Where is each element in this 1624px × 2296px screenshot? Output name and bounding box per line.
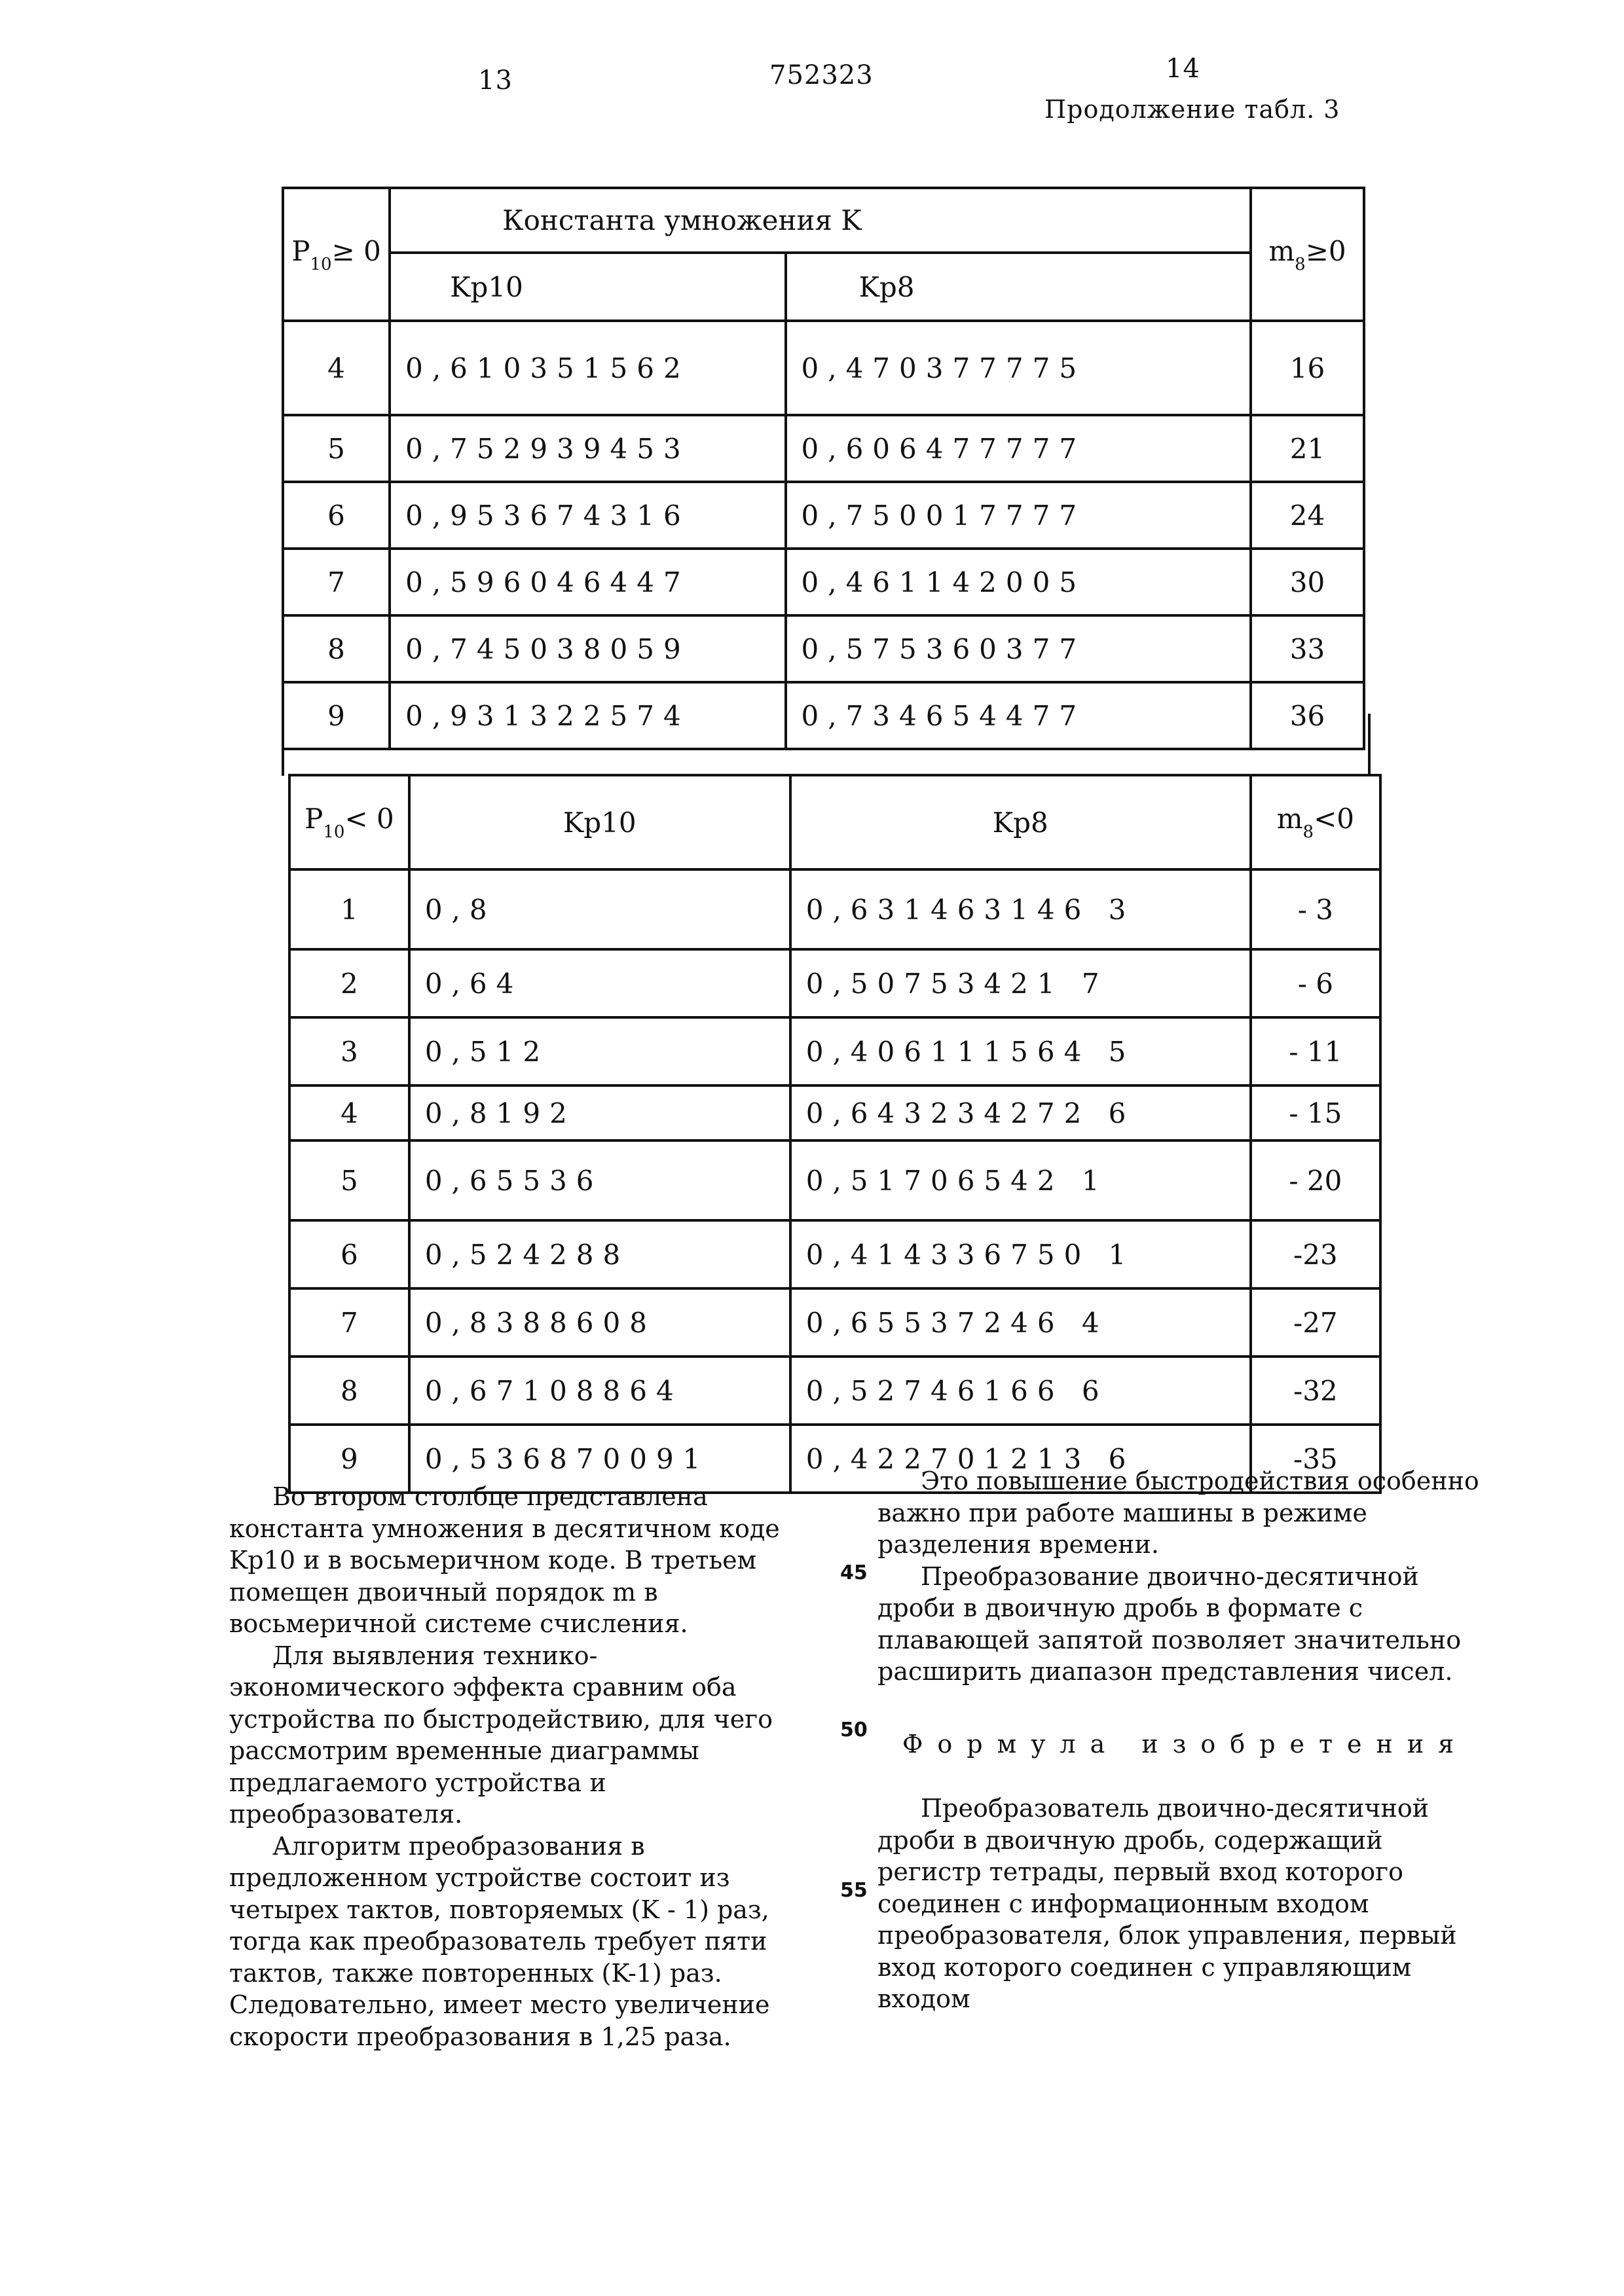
cell-m8: -27 bbox=[1251, 1288, 1380, 1357]
cell-kp8: 0,606477777 bbox=[786, 415, 1251, 482]
cell-kp8: 0,470377775 bbox=[786, 321, 1251, 415]
cell-m8: 30 bbox=[1251, 549, 1364, 615]
header-kp10: Kp10 bbox=[390, 253, 785, 321]
paragraph: Это повышение быстродействия особенно важно при работе машины в режиме разделения времени. bbox=[877, 1465, 1493, 1561]
cell-m8: - 3 bbox=[1251, 869, 1380, 949]
cell-m8: -23 bbox=[1251, 1220, 1380, 1288]
cell-kp8: 0,631463146 3 bbox=[790, 869, 1251, 949]
cell-kp10: 0,524288 bbox=[409, 1220, 790, 1288]
cell-m8: -35 bbox=[1251, 1425, 1380, 1493]
cell-m8: 24 bbox=[1251, 482, 1364, 549]
left-text-column bbox=[229, 1481, 805, 2052]
cell-kp8: 0,414336750 1 bbox=[790, 1220, 1251, 1288]
cell-kp10: 0,536870091 bbox=[409, 1425, 790, 1493]
cell-p: 4 bbox=[289, 1085, 409, 1140]
table-row bbox=[289, 1017, 1380, 1085]
page-number-left: 13 bbox=[478, 65, 513, 96]
table-positive-exponent bbox=[282, 187, 1365, 750]
paragraph: Преобразование двоично-десятичной дроби в двоичную дробь в формате с плавающей запятой позволяет значительно расширить диапазон представления чисел. bbox=[877, 1561, 1493, 1688]
cell-m8: 16 bbox=[1251, 321, 1364, 415]
cell-m8: - 11 bbox=[1251, 1017, 1380, 1085]
table-row bbox=[289, 1085, 1380, 1140]
cell-kp10: 0,512 bbox=[409, 1017, 790, 1085]
table-row bbox=[283, 482, 1364, 549]
cell-kp8: 0,750017777 bbox=[786, 482, 1251, 549]
cell-kp10: 0,610351562 bbox=[390, 321, 785, 415]
header-multiplication-constant: Константа умножения K bbox=[390, 188, 1251, 253]
cell-p: 5 bbox=[289, 1140, 409, 1220]
patent-number: 752323 bbox=[769, 60, 874, 90]
table-row bbox=[289, 1357, 1380, 1425]
paragraph: Для выявления технико-экономического эффекта сравним оба устройства по быстродействию, для чего рассмотрим временные диаграммы предлагаемого устройства и преобразователя. bbox=[229, 1640, 805, 1831]
cell-m8: -32 bbox=[1251, 1357, 1380, 1425]
cell-p: 6 bbox=[283, 482, 390, 549]
cell-p: 7 bbox=[283, 549, 390, 615]
table-row bbox=[283, 549, 1364, 615]
cell-kp8: 0,575360377 bbox=[786, 615, 1251, 682]
table-negative-exponent bbox=[288, 774, 1382, 1494]
cell-p: 8 bbox=[289, 1357, 409, 1425]
header-m8-neg: m8<0 bbox=[1251, 775, 1380, 869]
cell-m8: 33 bbox=[1251, 615, 1364, 682]
cell-kp8: 0,643234272 6 bbox=[790, 1085, 1251, 1140]
table-continuation-label: Продолжение табл. 3 bbox=[1044, 95, 1340, 124]
cell-m8: - 20 bbox=[1251, 1140, 1380, 1220]
cell-kp10: 0,8 bbox=[409, 869, 790, 949]
line-number: 50 bbox=[840, 1719, 868, 1741]
cell-kp8: 0,50753421 7 bbox=[790, 949, 1251, 1017]
cell-m8: - 6 bbox=[1251, 949, 1380, 1017]
cell-kp8: 0,406111564 5 bbox=[790, 1017, 1251, 1085]
cell-p: 9 bbox=[283, 682, 390, 749]
header-kp10-neg: Kp10 bbox=[409, 775, 790, 869]
cell-p: 3 bbox=[289, 1017, 409, 1085]
right-text-column bbox=[877, 1465, 1493, 2015]
header-p10-nonneg: P10≥ 0 bbox=[283, 188, 390, 321]
cell-kp10: 0,953674316 bbox=[390, 482, 785, 549]
header-p10-neg: P10< 0 bbox=[289, 775, 409, 869]
cell-m8: 21 bbox=[1251, 415, 1364, 482]
line-number: 55 bbox=[840, 1879, 868, 1902]
claim-text: Преобразователь двоично-десятичной дроби в двоичную дробь, содержащий регистр тетрады, первый вход которого соединен с информационным входом преобразователя, блок управления, первый вход которого соединен с управляющим входом bbox=[877, 1793, 1493, 2015]
paragraph: Во втором столбце представлена константа умножения в десятичном коде Kp10 и в восьмеричном коде. В третьем помещен двоичный порядок m в восьмеричной системе счисления. bbox=[229, 1481, 805, 1640]
cell-p: 9 bbox=[289, 1425, 409, 1493]
cell-p: 4 bbox=[283, 321, 390, 415]
cell-kp8: 0,52746166 6 bbox=[790, 1357, 1251, 1425]
cell-kp10: 0,745038059 bbox=[390, 615, 785, 682]
table-row bbox=[283, 321, 1364, 415]
cell-kp8: 0,422701213 6 bbox=[790, 1425, 1251, 1493]
cell-kp10: 0,67108864 bbox=[409, 1357, 790, 1425]
table-separator bbox=[282, 714, 1371, 776]
cell-kp10: 0,752939453 bbox=[390, 415, 785, 482]
paragraph: Алгоритм преобразования в предложенном устройстве состоит из четырех тактов, повторяемых (K - 1) раз, тогда как преобразователь требует пяти тактов, также повторенных (K-1) раз. Следовательно, имеет место увеличение скорости преобразования в 1,25 раза. bbox=[229, 1831, 805, 2053]
cell-p: 7 bbox=[289, 1288, 409, 1357]
cell-kp8: 0,461142005 bbox=[786, 549, 1251, 615]
cell-kp10: 0,931322574 bbox=[390, 682, 785, 749]
table-row bbox=[289, 869, 1380, 949]
table-row bbox=[289, 1220, 1380, 1288]
line-number: 45 bbox=[840, 1561, 868, 1584]
cell-p: 1 bbox=[289, 869, 409, 949]
page-number-right: 14 bbox=[1166, 54, 1200, 84]
cell-p: 2 bbox=[289, 949, 409, 1017]
cell-m8: 36 bbox=[1251, 682, 1364, 749]
cell-p: 5 bbox=[283, 415, 390, 482]
header-kp8: Kp8 bbox=[786, 253, 1251, 321]
cell-kp8: 0,65537246 4 bbox=[790, 1288, 1251, 1357]
cell-kp10: 0,8192 bbox=[409, 1085, 790, 1140]
cell-kp10: 0,64 bbox=[409, 949, 790, 1017]
table-row bbox=[289, 949, 1380, 1017]
table-row bbox=[289, 1288, 1380, 1357]
header-m8-nonneg: m8≥0 bbox=[1251, 188, 1364, 321]
cell-m8: - 15 bbox=[1251, 1085, 1380, 1140]
formula-heading: Формула изобретения bbox=[877, 1728, 1493, 1760]
cell-p: 6 bbox=[289, 1220, 409, 1288]
table-row bbox=[283, 615, 1364, 682]
cell-kp8: 0,51706542 1 bbox=[790, 1140, 1251, 1220]
table-row bbox=[283, 415, 1364, 482]
header-kp8-neg: Kp8 bbox=[790, 775, 1251, 869]
cell-kp10: 0,596046447 bbox=[390, 549, 785, 615]
cell-kp10: 0,65536 bbox=[409, 1140, 790, 1220]
cell-p: 8 bbox=[283, 615, 390, 682]
cell-kp8: 0,734654477 bbox=[786, 682, 1251, 749]
cell-kp10: 0,8388608 bbox=[409, 1288, 790, 1357]
table-row bbox=[289, 1140, 1380, 1220]
